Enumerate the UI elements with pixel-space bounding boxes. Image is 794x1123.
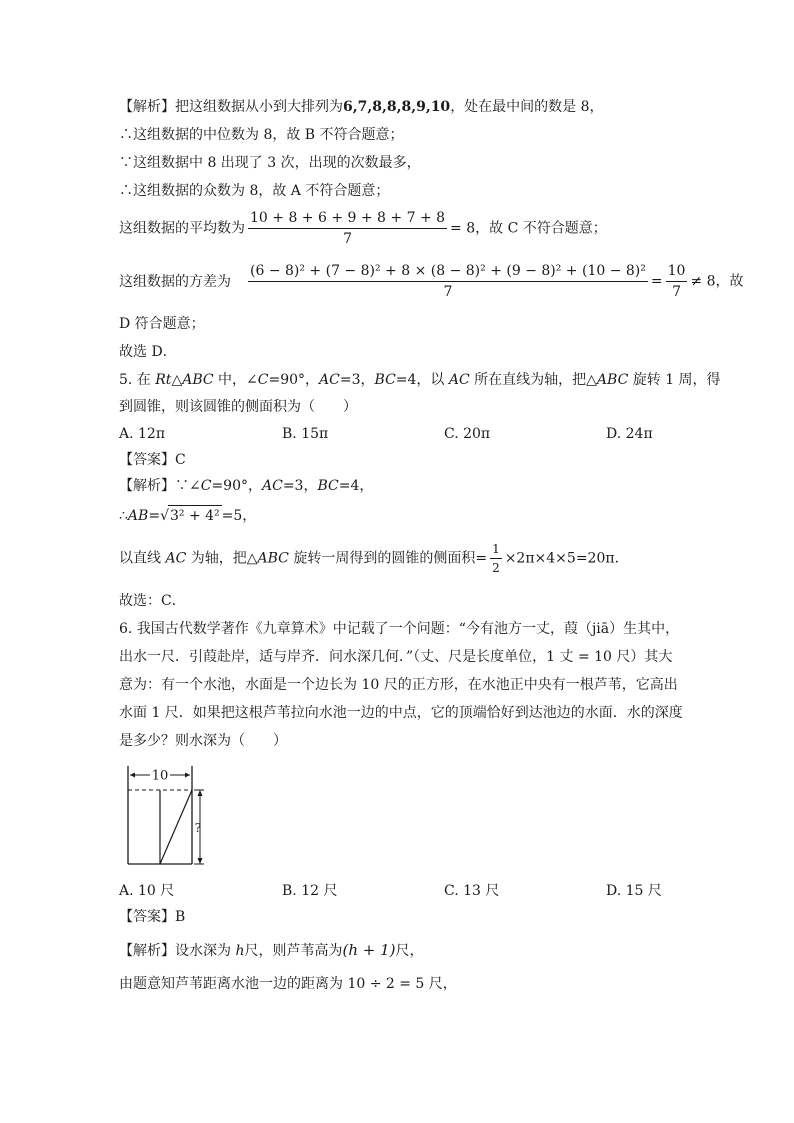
q6-solution-line2: 由题意知芦苇距离水池一边的距离为 10 ÷ 2 = 5 尺， — [119, 976, 457, 992]
variance-fraction: $\frac{\text{(6 − 8)² + (7 − 8)² + 8 × (8 − 8)² + (9 − 8)² + (10 − 8)²}}{7}$ — [250, 263, 646, 300]
q5-answer: 【答案】C — [119, 452, 186, 468]
q5-option-d: D. 24π — [606, 426, 653, 442]
q6-stem-line4: 水面 1 尺．如果把这根芦苇拉向水池一边的中点，它的顶端恰好到达池边的水面．水的深度 — [119, 705, 683, 721]
solution-line-sorted: 【解析】把这组数据从小到大排列为6,7,8,8,8,9,10，处在最中间的数是 8， — [119, 99, 604, 115]
depth-arrowhead-bottom — [198, 858, 203, 864]
sorted-data: 6,7,8,8,8,9,10 — [343, 99, 451, 115]
width-arrowhead-left — [130, 773, 135, 778]
q5-option-b: B. 15π — [282, 426, 329, 442]
q5-solution-line2: ∴AB=√3² + 4² =5， — [119, 505, 256, 526]
solution-line-mode: ∴这组数据的众数为 8，故 A 不符合题意； — [119, 183, 390, 199]
solution-line-median: ∴这组数据的中位数为 8，故 B 不符合题意； — [119, 127, 404, 143]
q6-answer: 【答案】B — [119, 909, 186, 925]
q6-option-b: B. 12 尺 — [282, 883, 338, 899]
half-fraction: $\frac{1}{2}$ — [492, 542, 500, 575]
reed-pulled — [160, 790, 192, 864]
depth-unknown-label: ? — [194, 821, 202, 835]
q6-stem-line2: 出水一尺．引葭赴岸，适与岸齐．问水深几何．”（丈、尺是长度单位，1 丈 = 10 尺）其大 — [119, 649, 673, 665]
width-arrowhead-right — [185, 773, 190, 778]
variance-result-fraction: $\frac{10}{7}$ — [667, 263, 686, 300]
reed-height-expr: (h + 1) — [342, 941, 396, 959]
q6-option-c: C. 13 尺 — [444, 883, 500, 899]
q6-option-d: D. 15 尺 — [606, 883, 662, 899]
solution-line-mean: 这组数据的平均数为 $\frac{10 + 8 + 6 + 9 + 8 + 7 + 8}{7}$ = 8，故 C 不符合题意； — [119, 210, 607, 247]
solution-line-choose-d: 故选 D． — [119, 344, 177, 360]
sqrt-sign: √ — [160, 508, 169, 524]
solution-line-mode-reason: ∵这组数据中 8 出现了 3 次，出现的次数最多， — [119, 155, 421, 171]
solution-line-d-correct: D 符合题意； — [119, 316, 205, 332]
sqrt-radicand: 3² + 4² — [168, 505, 222, 526]
q5-final: 故选：C． — [119, 593, 186, 609]
q6-stem-line5: 是多少？则水深为（ ） — [119, 733, 287, 749]
q6-solution-line1: 【解析】设水深为 h尺，则芦苇高为(h + 1)尺， — [119, 941, 424, 959]
q5-solution-line1: 【解析】∵∠C=90°，AC=3，BC=4， — [119, 478, 374, 494]
q5-option-a: A. 12π — [119, 426, 166, 442]
q6-stem-line1: 6. 我国古代数学著作《九章算术》中记载了一个问题：“今有池方一丈，葭（jiā）生其中， — [119, 621, 680, 637]
width-label: 10 — [151, 768, 169, 784]
q6-option-a: A. 10 尺 — [119, 883, 175, 899]
q5-stem-line1: 5. 在 Rt△ABC 中，∠C=90°，AC=3，BC=4，以 AC 所在直线为轴，把△ABC 旋转 1 周，得 — [119, 372, 721, 388]
pond-figure — [118, 760, 218, 872]
q5-stem-line2: 到圆锥，则该圆锥的侧面积为（ ） — [119, 399, 357, 415]
q5-solution-line3: 以直线 AC 为轴，把△ABC 旋转一周得到的圆锥的侧面积= $\frac{1}{2}$ ×2π×4×5=20π． — [119, 542, 629, 575]
mean-fraction: $\frac{10 + 8 + 6 + 9 + 8 + 7 + 8}{7}$ — [250, 210, 446, 247]
q6-stem-line3: 意为：有一个水池，水面是一个边长为 10 尺的正方形，在水池正中央有一根芦苇，它高出 — [119, 677, 678, 693]
solution-line-variance: 这组数据的方差为 $\frac{\text{(6 − 8)² + (7 − 8)² + 8 × (8 − 8)² + (9 − 8)² + (10 − 8)²}}{7}$ = $\frac{10}{7}$ ≠ 8，故 — [119, 263, 744, 300]
q5-option-c: C. 20π — [444, 426, 491, 442]
depth-arrowhead-top — [198, 790, 203, 796]
